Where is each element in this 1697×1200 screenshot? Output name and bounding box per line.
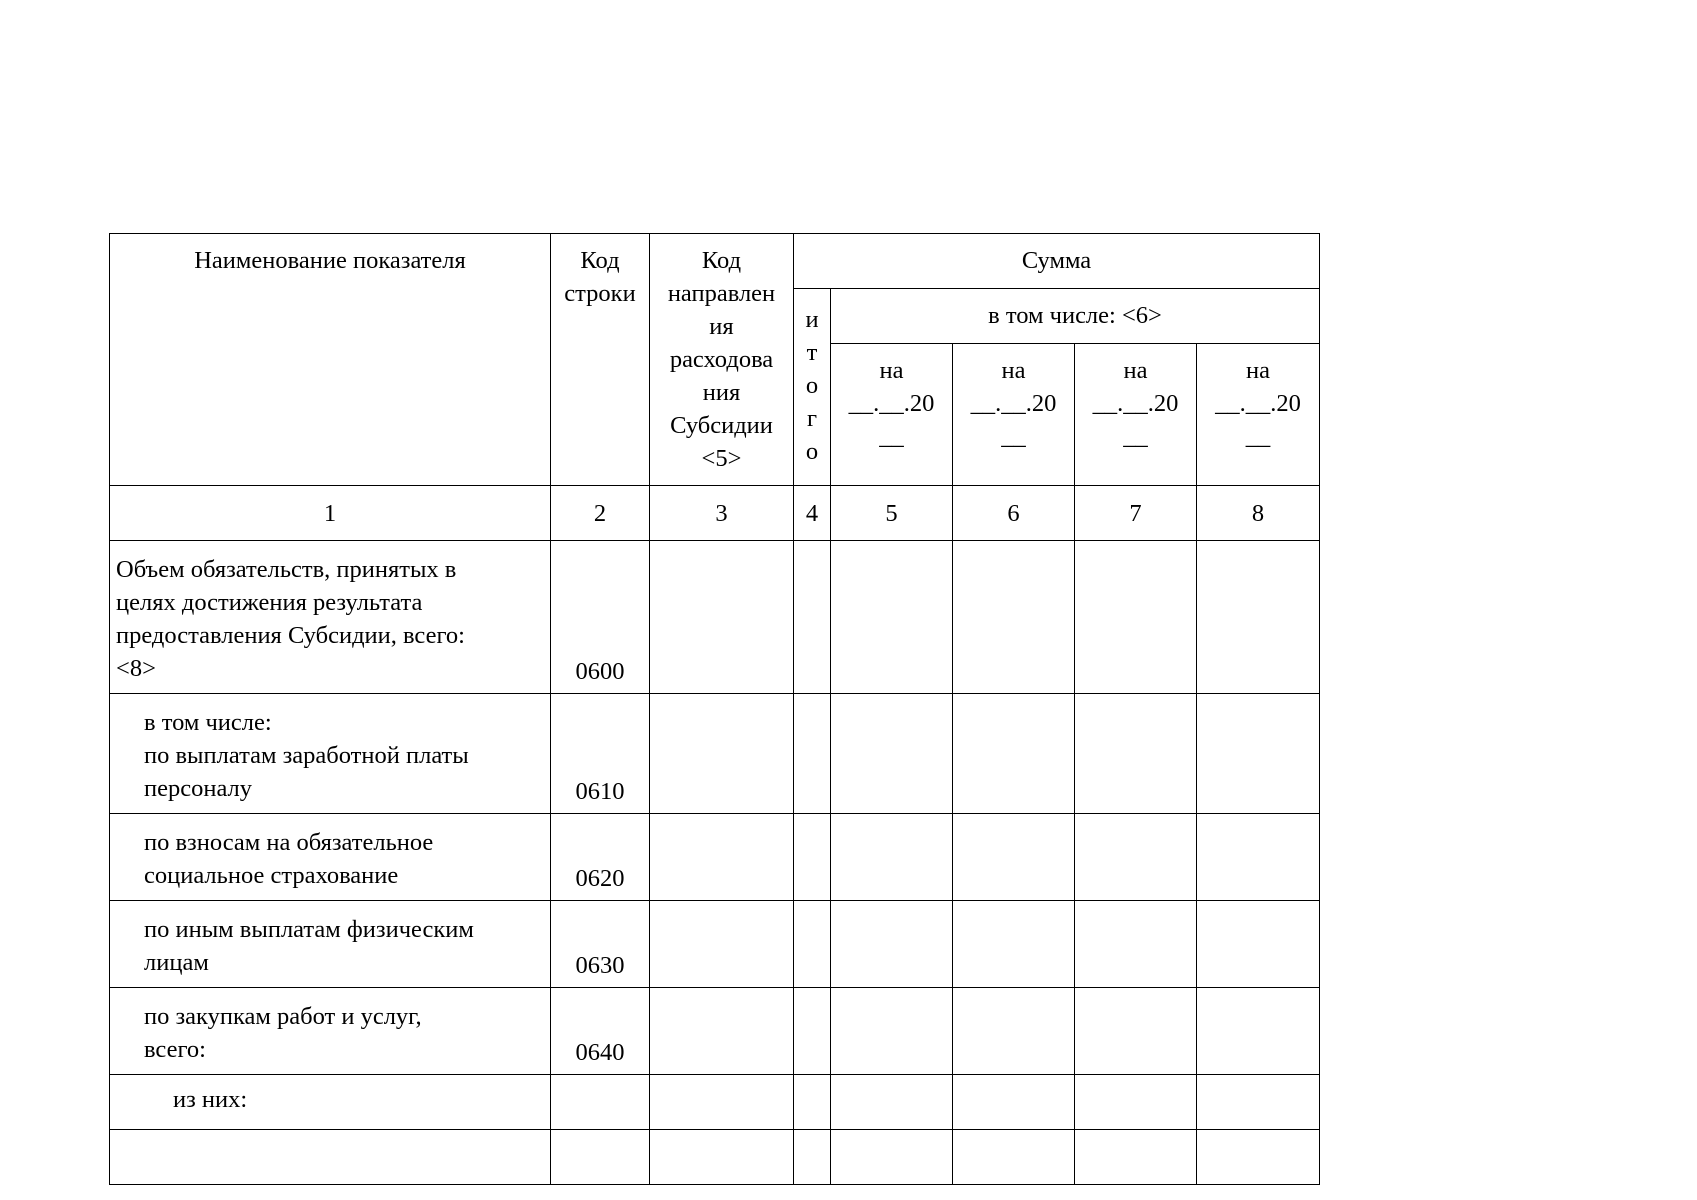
column-number: 8 — [1197, 486, 1320, 541]
amount-cell[interactable] — [831, 988, 953, 1075]
indicator-name-cell[interactable] — [110, 1130, 551, 1185]
amount-cell[interactable] — [1075, 1075, 1197, 1130]
direction-code-cell[interactable] — [650, 814, 794, 901]
amount-cell[interactable] — [1075, 988, 1197, 1075]
amount-cell[interactable] — [1075, 1130, 1197, 1185]
amount-cell[interactable] — [831, 1075, 953, 1130]
header-date-3: на __.__.20 __ — [1075, 344, 1197, 486]
header-including: в том числе: <6> — [831, 289, 1320, 344]
header-indicator-name: Наименование показателя — [110, 234, 551, 486]
total-cell[interactable] — [794, 1130, 831, 1185]
header-direction-code: Код направлен ия расходова ния Субсидии <5> — [650, 234, 794, 486]
amount-cell[interactable] — [1197, 1130, 1320, 1185]
total-cell[interactable] — [794, 814, 831, 901]
row-code: 0630 — [551, 901, 650, 988]
header-date-4: на __.__.20 __ — [1197, 344, 1320, 486]
amount-cell[interactable] — [1075, 814, 1197, 901]
direction-code-cell[interactable] — [650, 1075, 794, 1130]
row-code-cell[interactable] — [551, 1130, 650, 1185]
indicator-name: в том числе: по выплатам заработной платы персоналу — [110, 694, 551, 814]
amount-cell[interactable] — [1197, 1075, 1320, 1130]
column-number: 1 — [110, 486, 551, 541]
table-row — [110, 988, 1320, 1075]
amount-cell[interactable] — [953, 814, 1075, 901]
table-row — [110, 901, 1320, 988]
amount-cell[interactable] — [1075, 901, 1197, 988]
row-code: 0610 — [551, 694, 650, 814]
column-number: 7 — [1075, 486, 1197, 541]
amount-cell[interactable] — [953, 694, 1075, 814]
direction-code-cell[interactable] — [650, 694, 794, 814]
subsidy-obligations-table — [109, 233, 1320, 1185]
total-cell[interactable] — [794, 694, 831, 814]
table-row — [110, 1075, 1320, 1130]
total-cell[interactable] — [794, 541, 831, 694]
amount-cell[interactable] — [831, 901, 953, 988]
table-row — [110, 541, 1320, 694]
direction-code-cell[interactable] — [650, 901, 794, 988]
indicator-name: по взносам на обязательное социальное страхование — [110, 814, 551, 901]
direction-code-cell[interactable] — [650, 541, 794, 694]
amount-cell[interactable] — [953, 1130, 1075, 1185]
indicator-name: Объем обязательств, принятых в целях достижения результата предоставления Субсидии, всего: <8> — [110, 541, 551, 694]
amount-cell[interactable] — [831, 1130, 953, 1185]
amount-cell[interactable] — [1075, 694, 1197, 814]
table-row — [110, 814, 1320, 901]
row-code: 0620 — [551, 814, 650, 901]
amount-cell[interactable] — [831, 814, 953, 901]
column-number: 6 — [953, 486, 1075, 541]
column-number: 4 — [794, 486, 831, 541]
row-code: 0640 — [551, 988, 650, 1075]
indicator-name: из них: — [110, 1075, 551, 1130]
amount-cell[interactable] — [831, 541, 953, 694]
column-number-row — [110, 486, 1320, 541]
total-cell[interactable] — [794, 988, 831, 1075]
header-row-code: Код строки — [551, 234, 650, 486]
column-number: 5 — [831, 486, 953, 541]
direction-code-cell[interactable] — [650, 1130, 794, 1185]
indicator-name: по закупкам работ и услуг, всего: — [110, 988, 551, 1075]
total-cell[interactable] — [794, 1075, 831, 1130]
header-date-1: на __.__.20 __ — [831, 344, 953, 486]
amount-cell[interactable] — [1197, 988, 1320, 1075]
header-sum: Сумма — [794, 234, 1320, 289]
amount-cell[interactable] — [953, 1075, 1075, 1130]
amount-cell[interactable] — [953, 541, 1075, 694]
amount-cell[interactable] — [831, 694, 953, 814]
amount-cell[interactable] — [1197, 694, 1320, 814]
column-number: 3 — [650, 486, 794, 541]
row-code — [551, 1075, 650, 1130]
amount-cell[interactable] — [1075, 541, 1197, 694]
amount-cell[interactable] — [953, 901, 1075, 988]
table-row — [110, 1130, 1320, 1185]
row-code: 0600 — [551, 541, 650, 694]
direction-code-cell[interactable] — [650, 988, 794, 1075]
amount-cell[interactable] — [1197, 814, 1320, 901]
total-cell[interactable] — [794, 901, 831, 988]
header-total: и т о г о — [794, 289, 831, 486]
amount-cell[interactable] — [1197, 901, 1320, 988]
table-row — [110, 694, 1320, 814]
header-date-2: на __.__.20 __ — [953, 344, 1075, 486]
column-number: 2 — [551, 486, 650, 541]
amount-cell[interactable] — [1197, 541, 1320, 694]
indicator-name: по иным выплатам физическим лицам — [110, 901, 551, 988]
amount-cell[interactable] — [953, 988, 1075, 1075]
